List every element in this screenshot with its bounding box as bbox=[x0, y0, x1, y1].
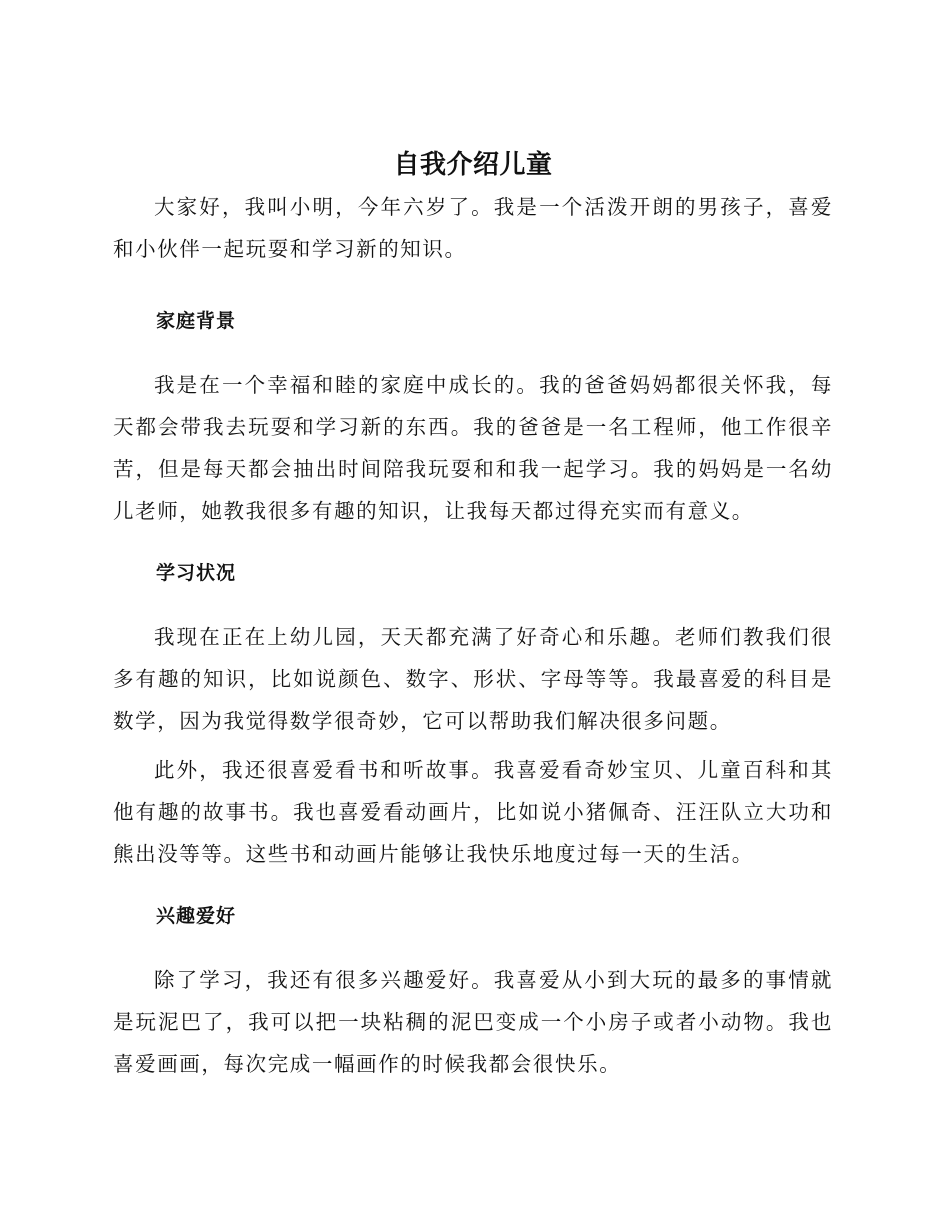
section-heading-family: 家庭背景 bbox=[156, 310, 237, 332]
study-paragraph-1: 我现在正在上幼儿园，天天都充满了好奇心和乐趣。老师们教我们很多有趣的知识，比如说颜色、数字、形状、字母等等。我最喜爱的科目是数学，因为我觉得数学很奇妙，它可以帮助我们解决很多问题。 bbox=[113, 625, 833, 733]
section-heading-hobby: 兴趣爱好 bbox=[156, 905, 237, 927]
section-heading-study: 学习状况 bbox=[156, 562, 237, 584]
study-paragraph-2: 此外，我还很喜爱看书和听故事。我喜爱看奇妙宝贝、儿童百科和其他有趣的故事书。我也喜爱看动画片，比如说小猪佩奇、汪汪队立大功和熊出没等等。这些书和动画片能够让我快乐地度过每一天的生活。 bbox=[113, 758, 833, 866]
document-title: 自我介绍儿童 bbox=[393, 150, 553, 180]
family-paragraph: 我是在一个幸福和睦的家庭中成长的。我的爸爸妈妈都很关怀我，每天都会带我去玩耍和学习新的东西。我的爸爸是一名工程师，他工作很辛苦，但是每天都会抽出时间陪我玩耍和和我一起学习。我的妈妈是一名幼儿老师，她教我很多有趣的知识，让我每天都过得充实而有意义。 bbox=[113, 373, 833, 523]
hobby-paragraph: 除了学习，我还有很多兴趣爱好。我喜爱从小到大玩的最多的事情就是玩泥巴了，我可以把一块粘稠的泥巴变成一个小房子或者小动物。我也喜爱画画，每次完成一幅画作的时候我都会很快乐。 bbox=[113, 968, 833, 1076]
document-body bbox=[113, 146, 833, 1085]
intro-paragraph: 大家好，我叫小明，今年六岁了。我是一个活泼开朗的男孩子，喜爱和小伙伴一起玩耍和学习新的知识。 bbox=[113, 195, 833, 261]
